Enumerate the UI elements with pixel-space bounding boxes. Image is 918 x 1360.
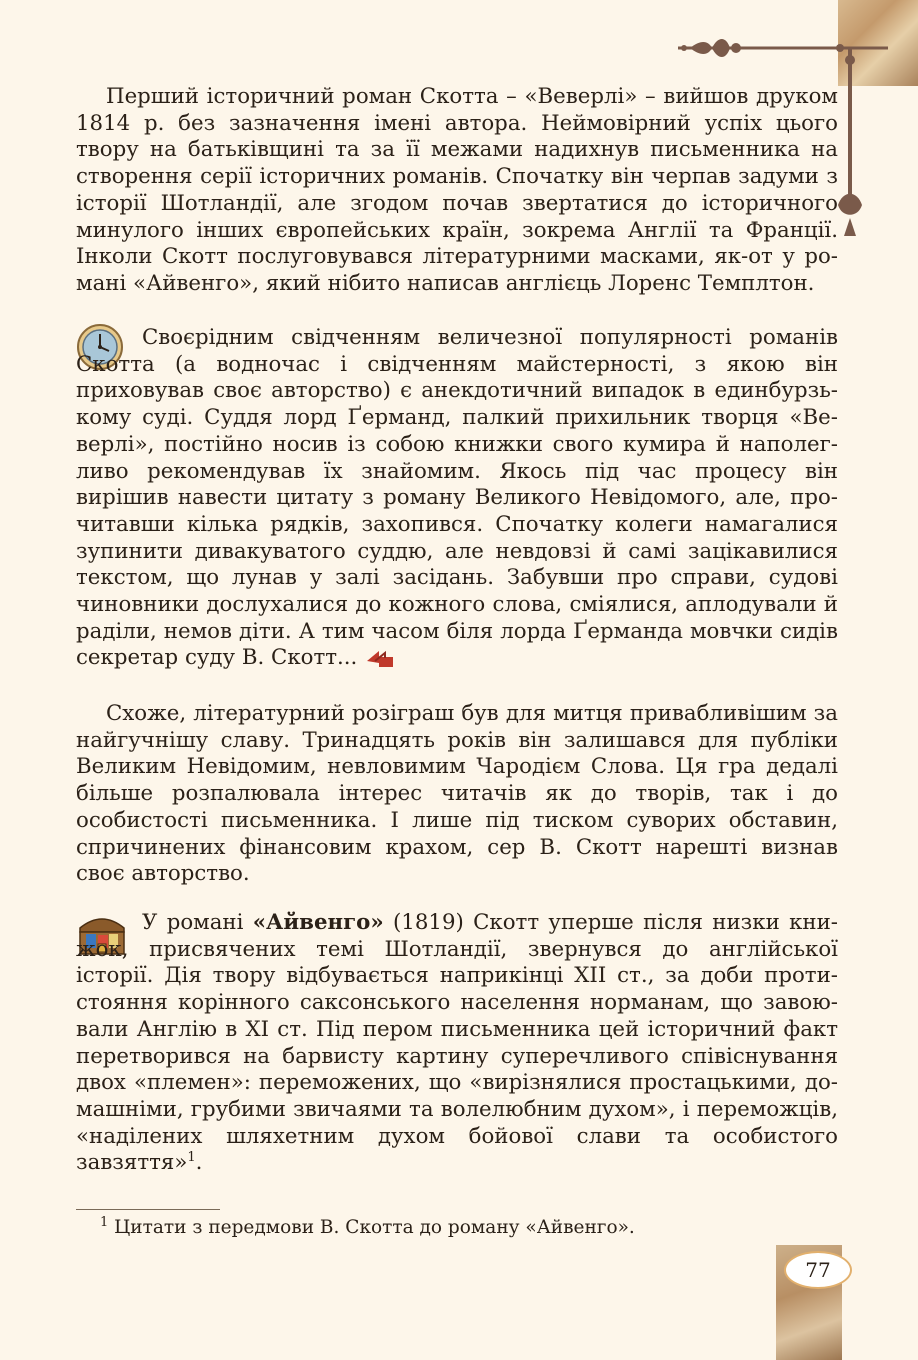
paragraph-2 [76,325,838,672]
footnote-text: Цитати з передмови В. Скотта до роману «Айвенго». [114,1217,635,1238]
paragraph-2-text: Своєрідним свідченням величезної популярності романів Скотта (а водночас і свідченням майстерності, з якою він приховував своє авторство) є анекдотичний випадок в единбурзькому суді. Суддя лорд Ґерманд, палкий прихильник творця «Веверлі», постійно носив із собою книжки свого кумира й наполегливо рекомендував їх знайомим. Якось під час процесу він вирішив навести цитату з роману Великого Невідомого, але, прочитавши кілька рядків, захопився. Спочатку колеги намагалися зупинити дивакуватого суддю, але невдовзі й самі зацікавилися текстом, що лунав у залі засідань. Забувши про справи, судові чиновники дослухалися до кожного слова, сміялися, аплодували й раділи, немов діти. А тим часом біля лорда Ґерманда мовчки сидів секретар суду В. Скотт... [76,325,838,671]
paragraph-4-text: (1819) Скотт уперше після низки книжок, присвячених темі Шотландії, звернувся до англійської історії. Дія твору відбувається наприкінці XII ст., за доби протистояння корінного саксонського населення норманам, що завоювали Англію в XI ст. Під пером письменника цей історичний факт перетворився на барвисту картину суперечливого співіснування двох «племен»: переможених, що «вирізнялися простацькими, домашніми, грубими звичаями та волелюбним духом», і переможців, «наділених шляхетним духом бойової слави та особистого завзяття» [76,910,838,1176]
footnote-reference[interactable]: 1 [187,1150,196,1166]
paragraph-1 [76,84,838,298]
paragraph-3-text: Схоже, літературний розіграш був для митця привабливішим за найгучнішу славу. Тринадцять років він залишався для публіки Великим Невідомим, невловимим Чародієм Слова. Ця гра дедалі більше розпалювала інтерес читачів як до творів, так і до особистості письменника. І лише під тиском суворих обставин, спричинених фінансовим крахом, сер В. Скотт нарешті визнав своє авторство. [76,701,838,887]
footnote-marker: 1 [100,1214,109,1230]
paragraph-1-text: Перший історичний роман Скотта – «Веверлі» – вийшов друком 1814 р. без зазначення імені автора. Неймовірний успіх цього твору на батьківщині та за її межами надихнув письменника на створення серії історичних романів. Спочатку він черпав задуми з історії Шотландії, але згодом почав звертатися до історичного минулого інших європейських країн, зокрема Англії та Франції. Інколи Скотт послуговувався літературними масками, як-от у романі «Айвенго», який нібито написав англієць Лоренс Темплтон. [76,84,838,296]
back-arrow-icon[interactable] [365,649,395,669]
footnote [100,1216,635,1240]
footnote-divider [76,1209,220,1210]
paragraph-4 [76,910,838,1177]
page-number: 77 [784,1251,852,1289]
paragraph-4-end: . [195,1150,203,1176]
novel-title: «Айвенго» [252,910,384,935]
paragraph-4-lead: У романі [142,910,253,935]
paragraph-3 [76,701,838,888]
